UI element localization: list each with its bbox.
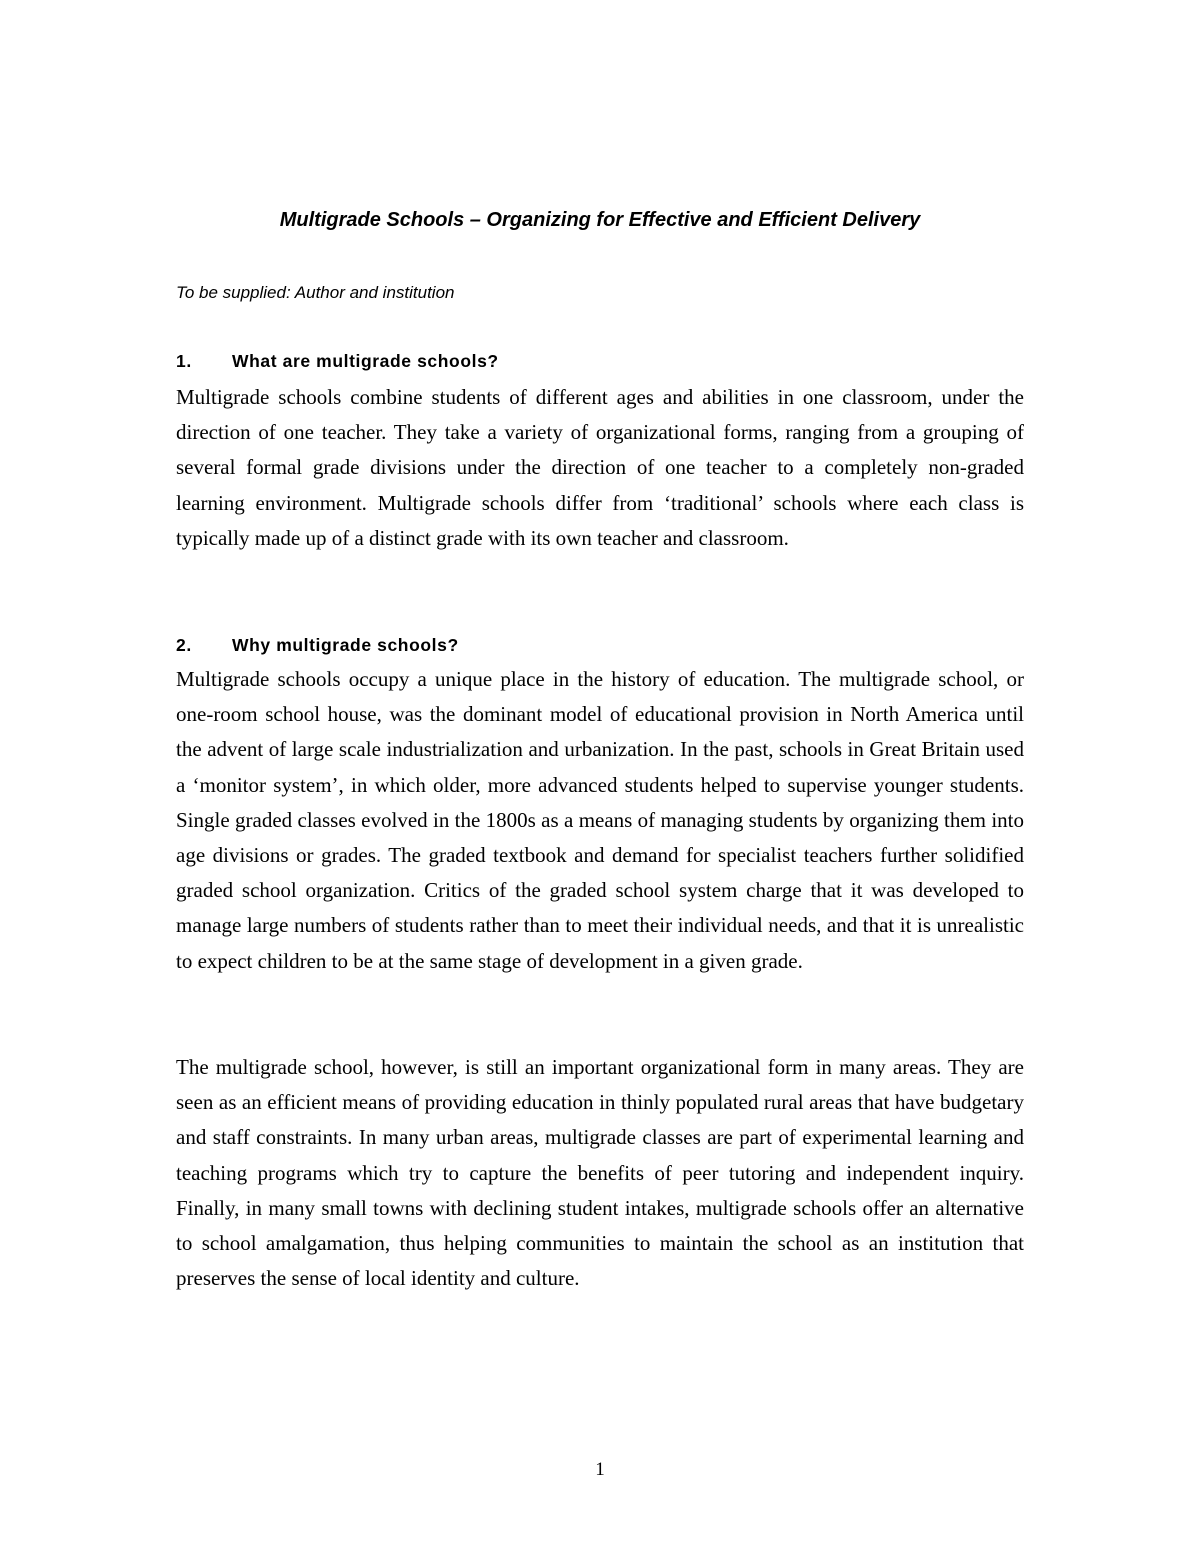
section-2-paragraph-1: Multigrade schools occupy a unique place in the history of education. The multigrade school, or one-room school house, was the dominant model of educational provision in North America until the advent of large scale industrialization and urbanization. In the past, schools in Great Britain used a ‘monitor system’, in which older, more advanced students helped to supervise younger students. Single graded classes evolved in the 1800s as a means of managing students by organizing them into age divisions or grades. The graded textbook and demand for specialist teachers further solidified graded school organization. Critics of the graded school system charge that it was developed to manage large numbers of students rather than to meet their individual needs, and that it is unrealistic to expect children to be at the same stage of development in a given grade. <box>176 667 1024 973</box>
section-2-number: 2. <box>176 635 192 655</box>
author-placeholder: To be supplied: Author and institution <box>176 283 455 302</box>
section-1-heading <box>176 348 1024 374</box>
section-1-heading-text: What are multigrade schools? <box>232 351 499 371</box>
section-2-paragraph-2: The multigrade school, however, is still an important organizational form in many areas. They are seen as an efficient means of providing education in thinly populated rural areas that have budgetary and staff constraints. In many urban areas, multigrade classes are part of experimental learning and teaching programs which try to capture the benefits of peer tutoring and independent inquiry. Finally, in many small towns with declining student intakes, multigrade schools offer an alternative to school amalgamation, thus helping communities to maintain the school as an institution that preserves the sense of local identity and culture. <box>176 1055 1024 1291</box>
document-title: Multigrade Schools – Organizing for Effective and Efficient Delivery <box>279 209 921 231</box>
section-1-number: 1. <box>176 351 192 371</box>
section-2-heading-text: Why multigrade schools? <box>232 635 459 655</box>
section-2-heading <box>176 632 1024 658</box>
page-number: 1 <box>595 1459 605 1480</box>
section-1-paragraph-1: Multigrade schools combine students of different ages and abilities in one classroom, under the direction of one teacher. They take a variety of organizational forms, ranging from a grouping of several formal grade divisions under the direction of one teacher to a completely non-graded learning environment. Multigrade schools differ from ‘traditional’ schools where each class is typically made up of a distinct grade with its own teacher and classroom. <box>176 385 1024 550</box>
